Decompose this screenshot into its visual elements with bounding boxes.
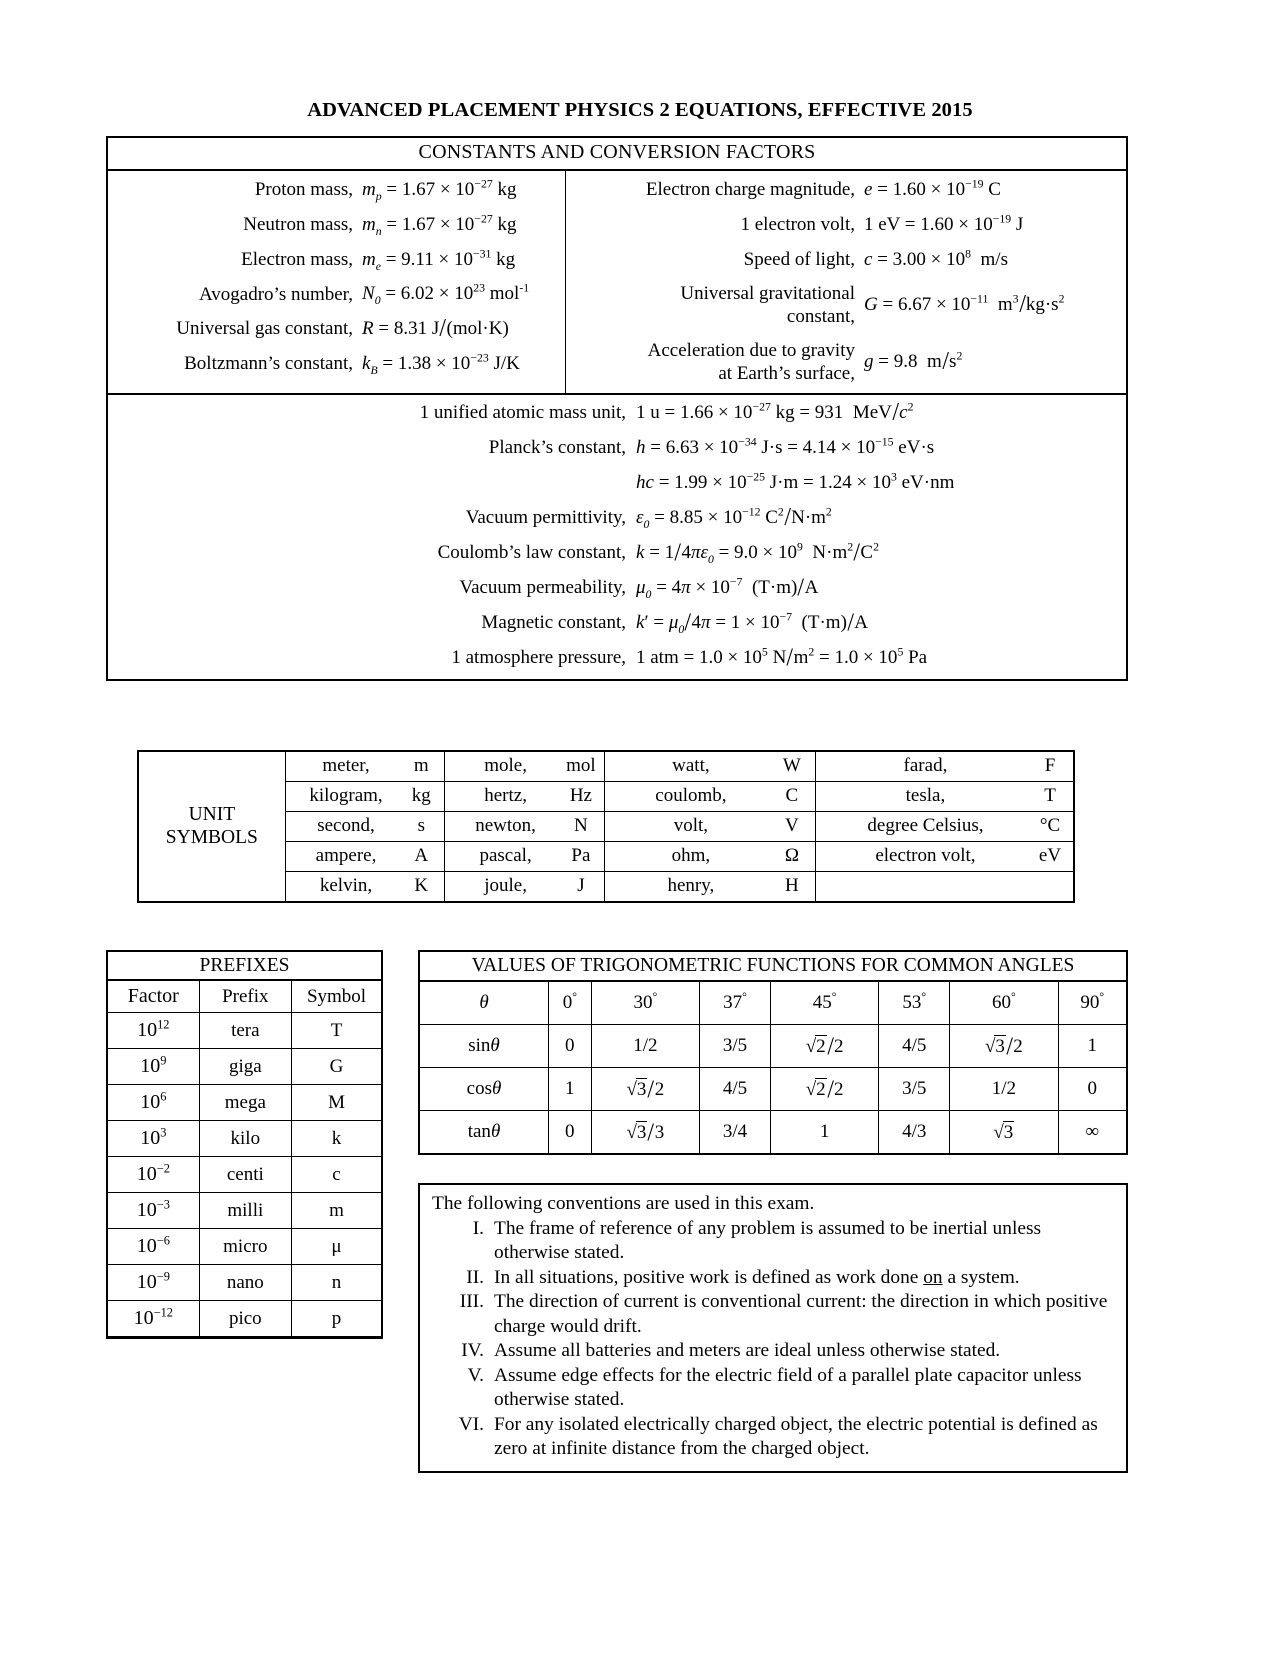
unit-cell: electron volt, eV xyxy=(815,842,1073,872)
unit-cell: hertz, Hz xyxy=(445,782,605,812)
column-header-symbol: Symbol xyxy=(292,980,381,1013)
prefix-symbol: T xyxy=(292,1013,381,1049)
conventions-numeral: III. xyxy=(459,1291,484,1313)
trig-angle-header: 60° xyxy=(950,981,1058,1025)
prefixes-table xyxy=(106,950,383,1339)
unit-cell: mole, mol xyxy=(445,752,605,782)
constant-value: $h = 6.63 \times 10^{-34}$ $J\cdot s = 4.14 \times 10^{-15}$ eV·s xyxy=(636,435,935,459)
trig-value: 3/4 xyxy=(700,1111,771,1154)
conventions-text: The direction of current is conventional current: the direction in which positive charge would drift. xyxy=(494,1291,1108,1337)
constant-row-planck-constant xyxy=(108,437,1126,459)
constant-row-boltzmann-constant xyxy=(108,353,555,376)
prefix-factor: $10^{-9}$ xyxy=(108,1265,199,1301)
constant-label: 1 atmosphere pressure, xyxy=(451,647,626,669)
table-row xyxy=(139,752,1073,782)
column-header-prefix: Prefix xyxy=(199,980,291,1013)
constants-left-column xyxy=(108,171,566,393)
constant-row-electron-charge xyxy=(566,179,1126,202)
trig-value: 4/5 xyxy=(879,1025,950,1068)
constant-label: Vacuum permittivity, xyxy=(465,507,626,529)
table-row xyxy=(108,1193,381,1229)
unit-symbols-label: UNIT SYMBOLS xyxy=(139,752,285,901)
constant-value: $k_B = 1.38 \times 10^{-23}$ J/K xyxy=(362,351,520,377)
prefix-symbol: c xyxy=(292,1157,381,1193)
conventions-text: The frame of reference of any problem is assumed to be inertial unless otherwise stated. xyxy=(494,1217,1042,1264)
constant-row-gravitational-constant xyxy=(566,283,1126,328)
prefix-name: tera xyxy=(199,1013,291,1049)
prefix-symbol: m xyxy=(292,1193,381,1229)
trig-angle-header: 45° xyxy=(770,981,878,1025)
constant-row-hc xyxy=(108,472,1126,494)
table-row xyxy=(420,952,1126,981)
table-row xyxy=(108,1013,381,1049)
trig-value: √3/3 xyxy=(591,1111,699,1154)
constant-row-neutron-mass xyxy=(108,214,555,237)
constant-row-coulomb-law-constant xyxy=(108,538,1126,567)
constant-row-magnetic-constant xyxy=(108,608,1126,637)
trig-value: √2/2 xyxy=(770,1068,878,1111)
constant-label: 1 unified atomic mass unit, xyxy=(419,402,626,424)
trig-value: 1 xyxy=(549,1068,592,1111)
unit-cell: ampere, A xyxy=(285,842,445,872)
constant-label: Avogadro’s number, xyxy=(198,283,353,305)
prefix-factor: $10^9$ xyxy=(108,1049,199,1085)
unit-cell: farad, F xyxy=(815,752,1073,782)
list-item xyxy=(432,1266,1116,1291)
constant-row-atmosphere-pressure xyxy=(108,643,1126,672)
constant-label: Electron mass, xyxy=(241,248,353,270)
constant-value: hc = $1.99 \times 10^{-25}$ $J\cdot m = 1.24 \times 10^3$ eV·nm xyxy=(636,470,955,494)
constant-value: 1 eV = $1.60 \times 10^{-19}$ J xyxy=(864,212,1024,235)
table-row xyxy=(108,952,381,980)
constant-value: $m_n = 1.67 \times 10^{-27}$ kg xyxy=(362,212,517,238)
list-item xyxy=(432,1413,1116,1462)
trig-value: 4/3 xyxy=(879,1111,950,1154)
unit-cell: joule, J xyxy=(445,872,605,902)
constant-value: $\varepsilon_0 = 8.85 \times 10^{-12}$ $C^2/N\cdot m^2$ xyxy=(636,503,832,532)
trig-value: √3/2 xyxy=(950,1025,1058,1068)
constant-label: Boltzmann’s constant, xyxy=(184,353,353,375)
prefix-factor: $10^{-6}$ xyxy=(108,1229,199,1265)
prefix-name: nano xyxy=(199,1265,291,1301)
constant-row-avogadro-number xyxy=(108,283,555,306)
page-title: ADVANCED PLACEMENT PHYSICS 2 EQUATIONS, EFFECTIVE 2015 xyxy=(307,99,973,121)
constant-value: g = 9.8 $m/s^2$ xyxy=(864,347,963,376)
constant-row-speed-of-light xyxy=(566,249,1126,272)
constant-label: Speed of light, xyxy=(743,248,855,270)
constant-label: 1 electron volt, xyxy=(740,213,855,235)
constant-row-proton-mass xyxy=(108,179,555,202)
unit-cell: kelvin, K xyxy=(285,872,445,902)
unit-cell: coulomb, C xyxy=(604,782,815,812)
constant-label: Electron charge magnitude, xyxy=(645,179,855,201)
constant-label: Universal gas constant, xyxy=(176,318,353,340)
conventions-list xyxy=(432,1217,1116,1462)
constant-value: $N_0 = 6.02 \times 10^{23}$ mol$^{-1}$ xyxy=(362,282,530,308)
constant-row-vacuum-permittivity xyxy=(108,503,1126,532)
unit-cell-empty xyxy=(815,872,1073,902)
conventions-text: For any isolated electrically charged object, the electric potential is defined as zero at infinite distance from the charged object. xyxy=(494,1413,1098,1460)
trig-angle-header: 0° xyxy=(549,981,592,1025)
trig-angle-header: 53° xyxy=(879,981,950,1025)
trig-value: 1 xyxy=(1058,1025,1126,1068)
table-row xyxy=(108,1157,381,1193)
constant-label: Proton mass, xyxy=(254,179,353,201)
table-row xyxy=(420,1025,1126,1068)
table-row xyxy=(420,981,1126,1025)
prefix-factor: $10^{-2}$ xyxy=(108,1157,199,1193)
constants-bottom-region xyxy=(108,395,1126,679)
conventions-text: Assume edge effects for the electric field of a parallel plate capacitor unless otherwise stated. xyxy=(494,1364,1082,1411)
constant-label: Neutron mass, xyxy=(243,213,353,235)
constant-value: $e = 1.60 \times 10^{-19}$ C xyxy=(864,177,1001,200)
prefix-name: giga xyxy=(199,1049,291,1085)
unit-cell: ohm, Ω xyxy=(604,842,815,872)
list-item xyxy=(432,1364,1116,1413)
constant-label: Planck’s constant, xyxy=(488,437,626,459)
constant-value: $\mu_0 = 4\pi \times 10^{-7}$ (T·m)/A xyxy=(636,573,819,602)
trig-angle-header: 37° xyxy=(700,981,771,1025)
trig-value: 1 xyxy=(770,1111,878,1154)
unit-cell: second, s xyxy=(285,812,445,842)
conventions-box xyxy=(418,1183,1128,1473)
trig-value: 0 xyxy=(1058,1068,1126,1111)
constant-value: $m_p = 1.67 \times 10^{-27}$ kg xyxy=(362,177,517,203)
conventions-intro: The following conventions are used in this exam. xyxy=(432,1193,815,1214)
trig-values-table xyxy=(418,950,1128,1155)
constant-label: Magnetic constant, xyxy=(481,612,626,634)
trig-function-label: sinθ xyxy=(420,1025,549,1068)
table-row xyxy=(108,980,381,1013)
trig-value: 0 xyxy=(549,1025,592,1068)
prefix-name: centi xyxy=(199,1157,291,1193)
constants-right-column xyxy=(566,171,1126,393)
trig-angle-label: θ xyxy=(420,981,549,1025)
constant-row-electron-mass xyxy=(108,249,555,272)
conventions-numeral: IV. xyxy=(461,1340,484,1362)
trig-angle-header: 90° xyxy=(1058,981,1126,1025)
constants-two-column-region xyxy=(108,171,1126,395)
trig-value: 4/5 xyxy=(700,1068,771,1111)
prefix-factor: $10^{-3}$ xyxy=(108,1193,199,1229)
prefix-name: kilo xyxy=(199,1121,291,1157)
prefix-symbol: n xyxy=(292,1265,381,1301)
trig-value: 1/2 xyxy=(591,1025,699,1068)
trig-value: √2/2 xyxy=(770,1025,878,1068)
unit-cell: pascal, Pa xyxy=(445,842,605,872)
unit-cell: henry, H xyxy=(604,872,815,902)
trig-value: √3/2 xyxy=(591,1068,699,1111)
unit-cell: tesla, T xyxy=(815,782,1073,812)
unit-cell: kilogram, kg xyxy=(285,782,445,812)
conventions-numeral: V. xyxy=(467,1364,484,1386)
prefix-factor: $10^{12}$ xyxy=(108,1013,199,1049)
constant-row-gas-constant xyxy=(108,314,555,343)
constant-label: Coulomb’s law constant, xyxy=(437,542,626,564)
unit-cell: meter, m xyxy=(285,752,445,782)
constants-table xyxy=(106,136,1128,681)
unit-cell: watt, W xyxy=(604,752,815,782)
prefix-name: milli xyxy=(199,1193,291,1229)
table-row xyxy=(108,1301,381,1337)
trig-value: 3/5 xyxy=(700,1025,771,1068)
constant-value: $m_e = 9.11 \times 10^{-31}$ kg xyxy=(362,247,516,273)
prefix-symbol: μ xyxy=(292,1229,381,1265)
list-item xyxy=(432,1290,1116,1339)
trig-value: ∞ xyxy=(1058,1111,1126,1154)
list-item xyxy=(432,1339,1116,1364)
table-row xyxy=(108,1085,381,1121)
conventions-text: In all situations, positive work is defined as work done on a system. xyxy=(494,1266,1020,1288)
constant-value: $c = 3.00 \times 10^8$ m/s xyxy=(864,247,1008,270)
trig-value: 3/5 xyxy=(879,1068,950,1111)
constant-label: Universal gravitational constant, xyxy=(680,283,855,327)
unit-symbols-table xyxy=(137,750,1075,903)
unit-cell: degree Celsius, °C xyxy=(815,812,1073,842)
constant-row-gravity-acceleration xyxy=(566,340,1126,385)
constant-label: Vacuum permeability, xyxy=(459,577,626,599)
prefix-factor: $10^3$ xyxy=(108,1121,199,1157)
trig-function-label: tanθ xyxy=(420,1111,549,1154)
prefix-name: mega xyxy=(199,1085,291,1121)
table-row xyxy=(108,1265,381,1301)
conventions-text: Assume all batteries and meters are ideal unless otherwise stated. xyxy=(494,1340,1001,1362)
list-item xyxy=(432,1217,1116,1266)
constants-heading: CONSTANTS AND CONVERSION FACTORS xyxy=(108,138,1126,171)
prefix-factor: $10^{-12}$ xyxy=(108,1301,199,1337)
constant-value: $k' = \mu_0/4\pi = 1 \times 10^{-7}$ (T·m)/A xyxy=(636,608,868,637)
constant-row-electron-volt xyxy=(566,214,1126,237)
trig-value: 1/2 xyxy=(950,1068,1058,1111)
constant-value: R = 8.31 J/(mol·K) xyxy=(362,314,509,343)
trig-value: √3 xyxy=(950,1111,1058,1154)
prefix-name: pico xyxy=(199,1301,291,1337)
constant-row-atomic-mass-unit xyxy=(108,398,1126,427)
prefix-symbol: p xyxy=(292,1301,381,1337)
prefix-symbol: M xyxy=(292,1085,381,1121)
column-header-factor: Factor xyxy=(108,980,199,1013)
table-row xyxy=(108,1049,381,1085)
table-row xyxy=(420,1068,1126,1111)
table-row xyxy=(108,1229,381,1265)
conventions-numeral: II. xyxy=(466,1266,484,1288)
table-row xyxy=(108,1121,381,1157)
constant-value: 1 atm = $1.0 \times 10^5$ $N/m^2 = 1.0 \times 10^5$ Pa xyxy=(636,643,928,672)
constant-value: $k = 1/4\pi\varepsilon_0 = 9.0 \times 10^9$ $N\cdot m^2/C^2$ xyxy=(636,538,879,567)
unit-cell: newton, N xyxy=(445,812,605,842)
prefixes-heading: PREFIXES xyxy=(108,952,381,980)
constant-value: $G = 6.67 \times 10^{-11}$ $m^3/kg\cdot s^2$ xyxy=(864,290,1065,319)
conventions-numeral: VI. xyxy=(458,1413,484,1435)
conventions-numeral: I. xyxy=(472,1217,484,1239)
trig-function-label: cosθ xyxy=(420,1068,549,1111)
prefix-symbol: G xyxy=(292,1049,381,1085)
prefix-symbol: k xyxy=(292,1121,381,1157)
prefix-name: micro xyxy=(199,1229,291,1265)
constant-value: 1 $u = 1.66 \times 10^{-27}$ kg = 931 MeV/$c^2$ xyxy=(636,398,914,427)
trig-angle-header: 30° xyxy=(591,981,699,1025)
prefix-factor: $10^6$ xyxy=(108,1085,199,1121)
trig-value: 0 xyxy=(549,1111,592,1154)
underlined-word: on xyxy=(923,1266,943,1288)
table-row xyxy=(420,1111,1126,1154)
constant-label: Acceleration due to gravity at Earth’s surface, xyxy=(647,340,855,384)
unit-cell: volt, V xyxy=(604,812,815,842)
trig-heading: VALUES OF TRIGONOMETRIC FUNCTIONS FOR COMMON ANGLES xyxy=(420,952,1126,981)
constant-row-vacuum-permeability xyxy=(108,573,1126,602)
